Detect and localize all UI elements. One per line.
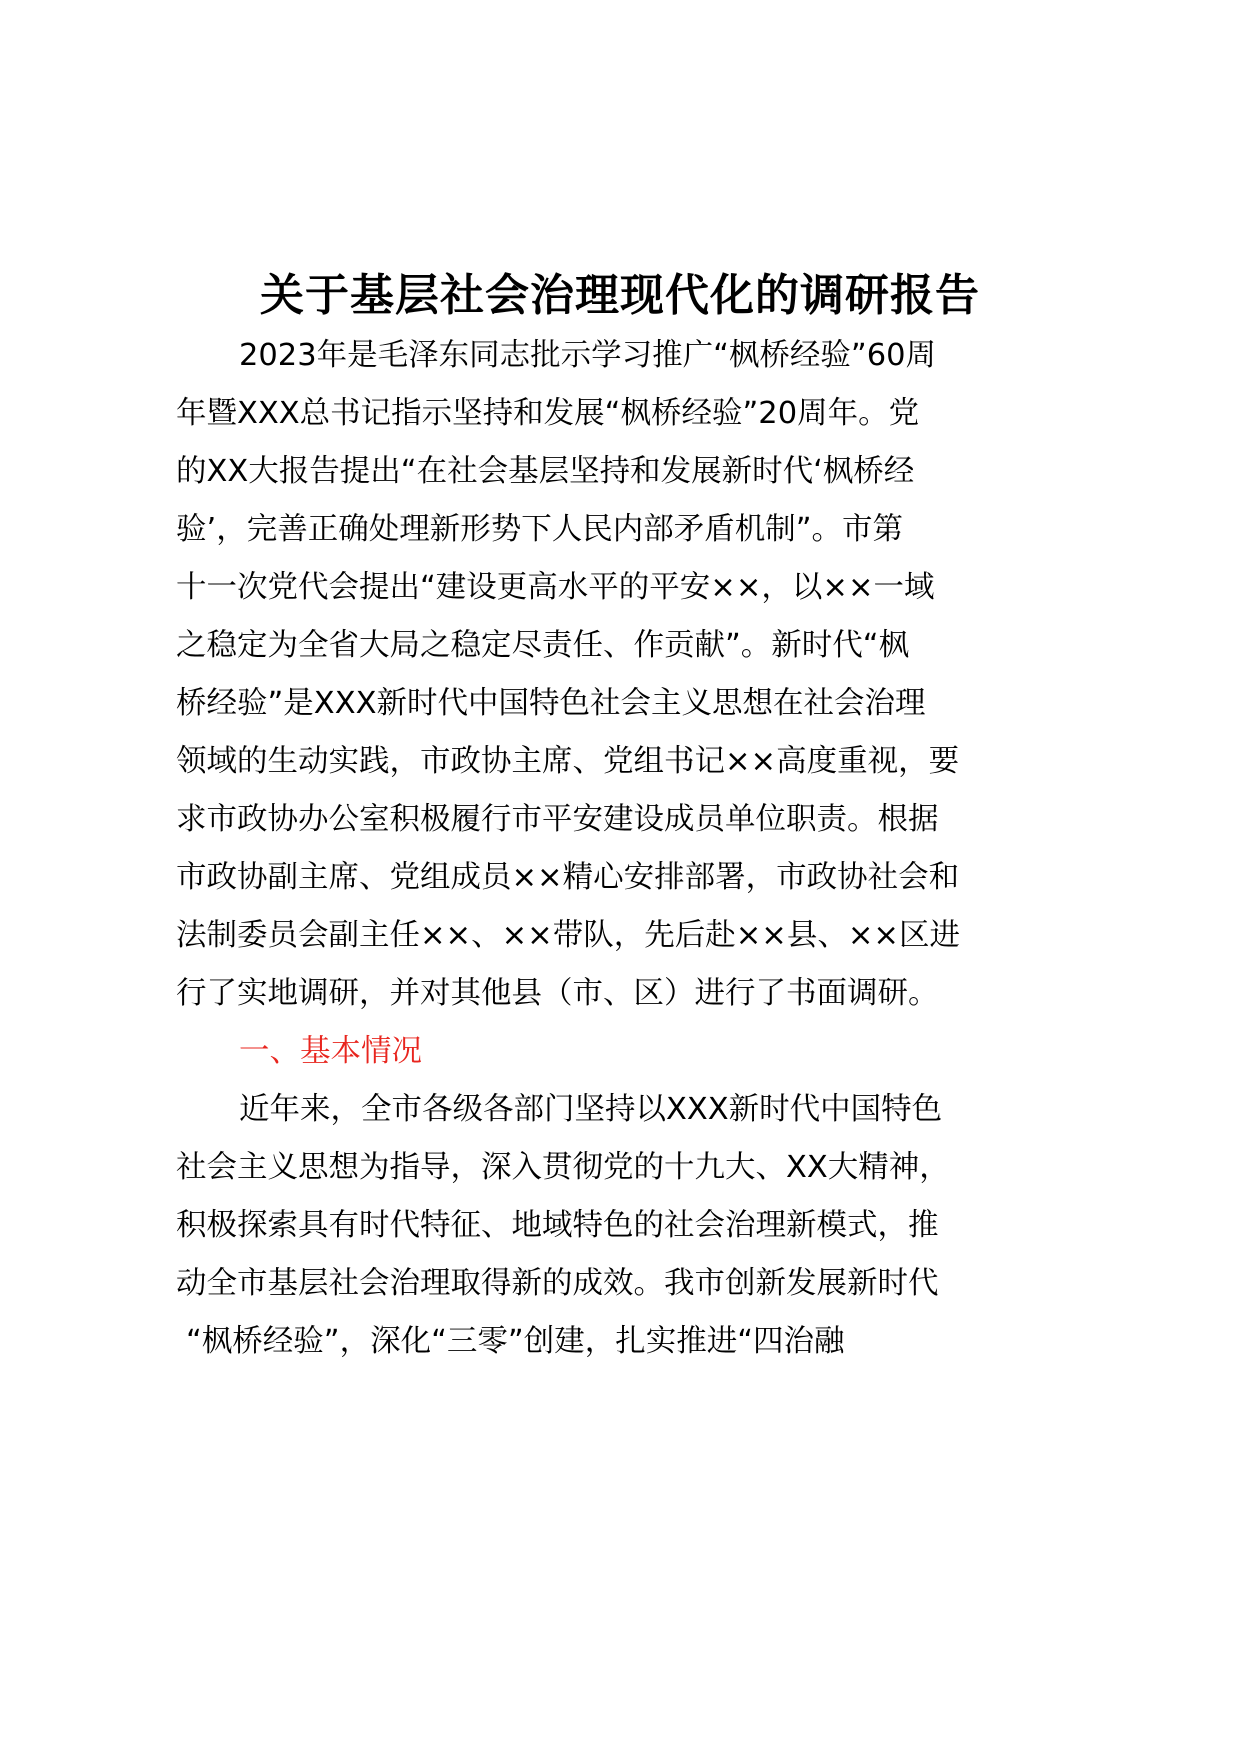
paragraph-1-line: 的XX大报告提出“在社会基层坚持和发展新时代‘枫桥经 bbox=[176, 454, 915, 489]
document-title: 关于基层社会治理现代化的调研报告 bbox=[260, 270, 980, 321]
paragraph-1-line: 年暨XXX总书记指示坚持和发展“枫桥经验”20周年。党 bbox=[176, 396, 920, 431]
paragraph-2-line: 动全市基层社会治理取得新的成效。我市创新发展新时代 bbox=[176, 1266, 939, 1301]
paragraph-2-line: “枫桥经验”，深化“三零”创建，扎实推进“四治融 bbox=[186, 1324, 845, 1359]
paragraph-1-line: 行了实地调研，并对其他县（市、区）进行了书面调研。 bbox=[176, 976, 939, 1011]
paragraph-1-line: 领域的生动实践，市政协主席、党组书记××高度重视，要 bbox=[176, 744, 960, 779]
paragraph-1-line: 之稳定为全省大局之稳定尽责任、作贡献”。新时代“枫 bbox=[176, 628, 910, 663]
paragraph-1-line: 十一次党代会提出“建设更高水平的平安××，以××一域 bbox=[176, 570, 935, 605]
paragraph-2-line: 近年来，全市各级各部门坚持以XXX新时代中国特色 bbox=[239, 1092, 943, 1127]
paragraph-1-line: 桥经验”是XXX新时代中国特色社会主义思想在社会治理 bbox=[176, 686, 926, 721]
paragraph-1-line: 求市政协办公室积极履行市平安建设成员单位职责。根据 bbox=[176, 802, 939, 837]
paragraph-1-line: 2023年是毛泽东同志批示学习推广“枫桥经验”60周 bbox=[239, 338, 937, 373]
paragraph-1-line: 法制委员会副主任××、××带队，先后赴××县、××区进 bbox=[176, 918, 960, 953]
paragraph-1-line: 市政协副主席、党组成员××精心安排部署，市政协社会和 bbox=[176, 860, 960, 895]
section-heading: 一、基本情况 bbox=[239, 1034, 422, 1069]
paragraph-2-line: 积极探索具有时代特征、地域特色的社会治理新模式，推 bbox=[176, 1208, 939, 1243]
paragraph-1-line: 验’，完善正确处理新形势下人民内部矛盾机制”。市第 bbox=[176, 512, 903, 547]
paragraph-2-line: 社会主义思想为指导，深入贯彻党的十九大、XX大精神， bbox=[176, 1150, 950, 1185]
